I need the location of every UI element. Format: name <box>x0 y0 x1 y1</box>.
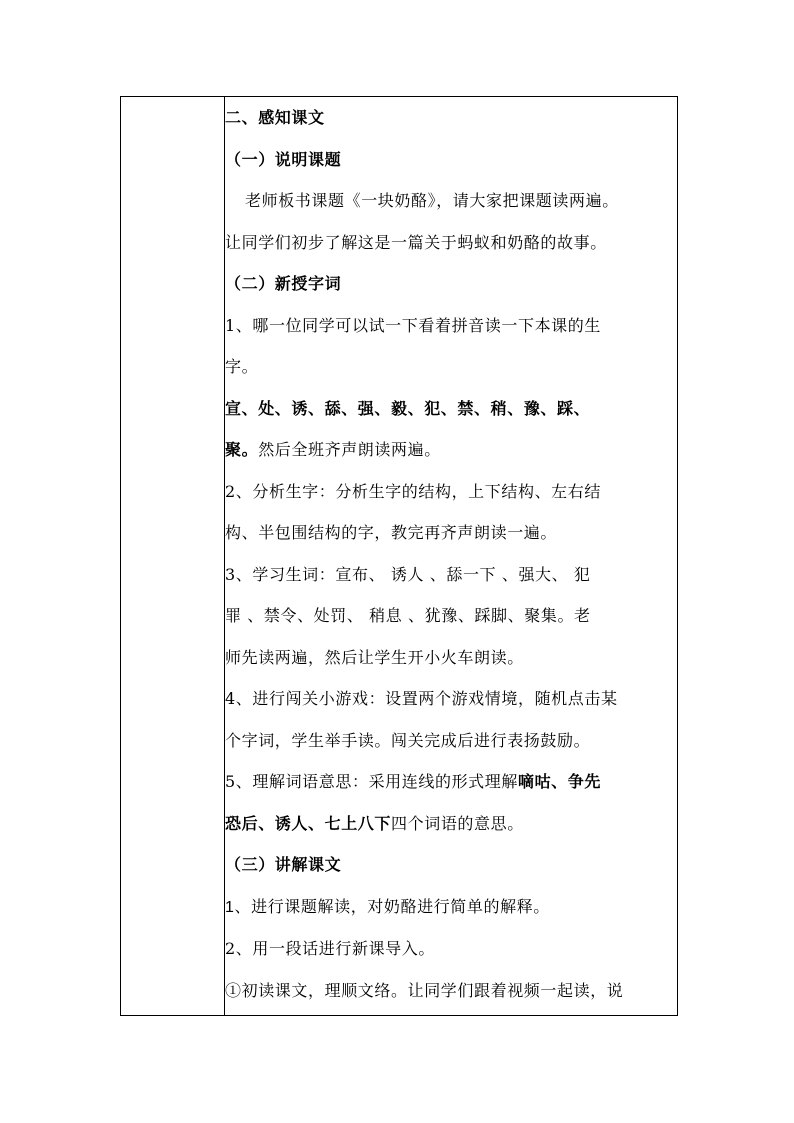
part2-item5-words-b: 恐后、诱人、七上八下 <box>225 813 392 833</box>
lesson-plan-table <box>120 96 678 1016</box>
new-characters-line2 <box>225 429 677 471</box>
part2-item5-prefix: 5、理解词语意思：采用连线的形式理解 <box>225 772 518 791</box>
part2-item4-line2: 个字词，学生举手读。闯关完成后进行表扬鼓励。 <box>225 730 591 750</box>
part3-item1 <box>225 886 677 929</box>
part2-item2-line2: 构、半包围结构的字，教完再齐声朗读一遍。 <box>225 523 558 542</box>
new-characters-instruction: 然后全班齐声朗读两遍。 <box>258 440 441 459</box>
part2-item5-line2 <box>225 803 677 845</box>
part2-heading: （二）新授字词 <box>225 274 342 293</box>
part1-heading: （一）说明课题 <box>225 149 342 169</box>
new-characters-last: 聚。 <box>225 440 259 459</box>
new-characters-line1: 宣、处、诱、舔、强、毅、犯、禁、稍、豫、踩、 <box>225 398 591 418</box>
table-row <box>121 97 678 1016</box>
part1-text-1: 老师板书课题《一块奶酪》，请大家把课题读两遍。 <box>245 191 619 210</box>
part3-heading: （三）讲解课文 <box>225 855 342 874</box>
part3-item3: ①初读课文，理顺文络。让同学们跟着视频一起读，说 <box>225 980 624 1000</box>
left-column-cell <box>121 97 225 1016</box>
part2-item3-line1: 3、学习生词：宣布、 诱人 、舔一下 、强大、 犯 <box>225 564 591 584</box>
part2-item5-suffix: 四个词语的意思。 <box>391 813 524 833</box>
part3-item2: 2、用一段话进行新课导入。 <box>225 939 435 958</box>
part2-item1-line2: 字。 <box>225 357 259 376</box>
part2-item3-line3: 师先读两遍，然后让学生开小火车朗读。 <box>225 647 524 667</box>
content-cell <box>225 97 678 1016</box>
part2-item3-line2: 罪 、禁令、处罚、 稍息 、犹豫、踩脚、聚集。老 <box>225 606 591 625</box>
part2-item1-line1: 1、哪一位同学可以试一下看着拼音读一下本课的生 <box>225 315 601 335</box>
part2-item4-line1: 4、进行闯关小游戏：设置两个游戏情境，随机点击某 <box>225 689 618 708</box>
part3-item1-number: 1 <box>225 898 235 916</box>
part2-item2-line1: 2、分析生字：分析生字的结构，上下结构、左右结 <box>225 481 601 501</box>
part2-item5-words-a: 嘀咕、争先 <box>517 772 601 791</box>
section-title: 二、感知课文 <box>225 108 325 127</box>
part1-text-2: 让同学们初步了解这是一篇关于蚂蚁和奶酪的故事。 <box>225 232 607 252</box>
content-body <box>225 97 677 1015</box>
part2-item5-line1 <box>225 761 677 803</box>
part3-item1-text: 、进行课题解读，对奶酪进行简单的解释。 <box>234 896 550 916</box>
